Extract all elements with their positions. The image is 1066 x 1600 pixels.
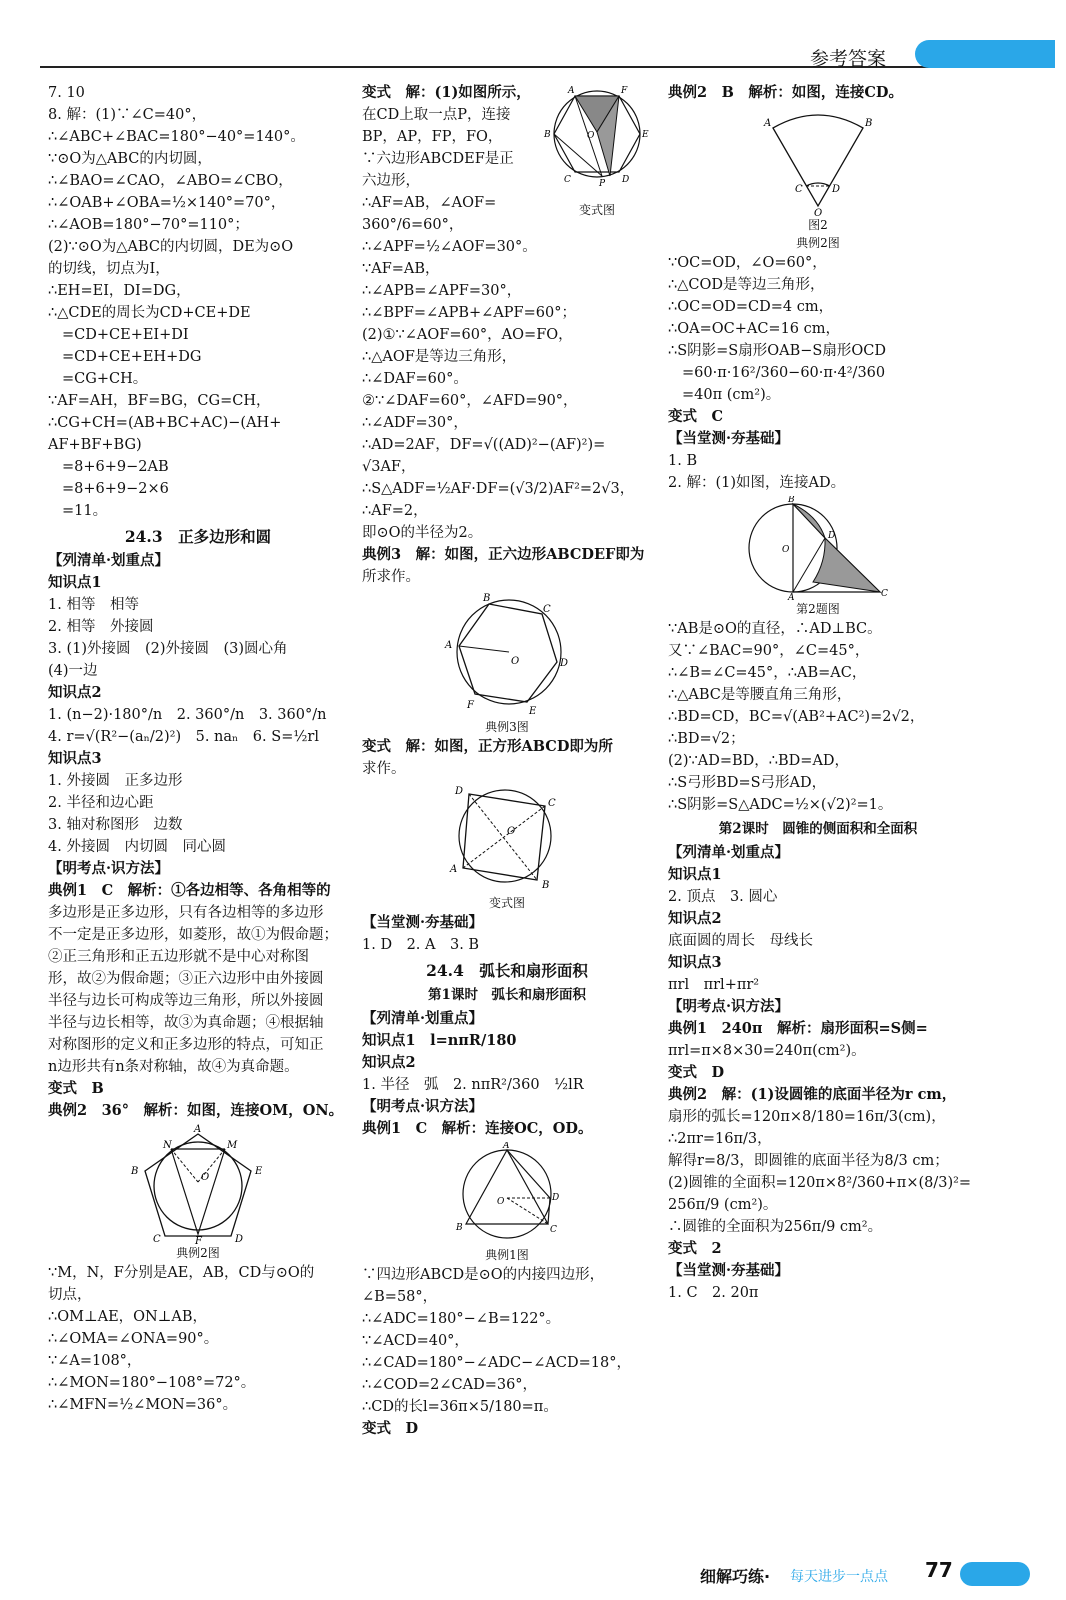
text-line: ∴∠BAO=∠CAO，∠ABO=∠CBO， — [48, 173, 293, 189]
text-line: 知识点3 — [668, 954, 722, 971]
text-line: ∴△COD是等边三角形， — [668, 277, 825, 293]
svg-text:O: O — [511, 656, 520, 667]
section-title-24-4: 24.4 弧长和扇形面积 — [426, 961, 588, 980]
text-line: ∵AF=AH，BF=BG，CG=CH， — [48, 393, 271, 409]
square-construction-figure — [447, 782, 567, 894]
text-line: ∴∠CAD=180°−∠ADC−∠ACD=18°， — [362, 1355, 631, 1371]
text-line: 2. 半径和边心距 — [48, 795, 154, 811]
text-line: ∴AF=2， — [362, 503, 428, 519]
text-line: ∴2πr=16π/3， — [668, 1131, 772, 1147]
figure-caption: 变式图 — [578, 203, 615, 217]
text-line: 1. 半径 弧 2. nπR²/360 ½lR — [362, 1077, 584, 1093]
text-line: ∴∠DAF=60°。 — [362, 371, 468, 387]
text-line: ∴△ABC是等腰直角三角形， — [668, 687, 852, 703]
text-line: 2. 相等 外接圆 — [48, 619, 154, 635]
col1-bottom-lines — [48, 1262, 348, 1416]
text-line: ∴BD=√2； — [668, 731, 745, 747]
text-line: ∴∠MFN=½∠MON=36°。 — [48, 1397, 238, 1413]
text-line: ∴△AOF是等边三角形， — [362, 349, 517, 365]
svg-text:C: C — [550, 1225, 557, 1235]
text-line: ∴∠OAB+∠OBA=½×140°=70°， — [48, 195, 286, 211]
text-line: 即⊙O的半径为2。 — [362, 525, 483, 541]
svg-text:C: C — [153, 1234, 161, 1244]
text-line: πrl=π×8×30=240π(cm²)。 — [668, 1043, 866, 1059]
svg-text:M: M — [227, 1140, 238, 1151]
text-line: 【当堂测·夯基础】 — [668, 1262, 790, 1279]
svg-text:E: E — [642, 130, 649, 140]
col2-mid-lines — [362, 736, 652, 780]
text-line: 变式 B — [48, 1080, 104, 1097]
text-line: √3AF， — [362, 459, 416, 475]
section-title-24-3: 24.3 正多边形和圆 — [124, 527, 272, 546]
text-line: n边形共有n条对称轴，故④为真命题。 — [48, 1059, 299, 1075]
text-line: =8+6+9−2AB — [62, 459, 169, 475]
page-footer — [0, 1540, 1066, 1600]
text-line: 对称图形的定义和正多边形的特点，可知正 — [48, 1037, 324, 1053]
text-line: 知识点1 — [48, 574, 102, 591]
svg-text:O: O — [814, 208, 823, 216]
text-line: 切点， — [48, 1287, 92, 1303]
text-line: ∵∠A=108°， — [48, 1353, 142, 1369]
text-line: 知识点1 — [668, 866, 722, 883]
text-line: 典例1 C 解析：连接OC，OD。 — [362, 1120, 593, 1137]
text-line: ∴AD=2AF，DF=√((AD)²−(AF)²)= — [362, 437, 606, 453]
text-line: 【列清单·划重点】 — [362, 1010, 484, 1027]
column-3 — [668, 82, 972, 1304]
text-line: 不一定是正多边形，如菱形，故①为假命题； — [48, 927, 338, 943]
text-line: 形，故②为假命题；③正六边形中由外接圆 — [48, 971, 324, 987]
svg-text:B: B — [483, 593, 491, 604]
figure-caption: 典例2图 — [176, 1246, 220, 1260]
text-line: ∴∠OMA=∠ONA=90°。 — [48, 1331, 219, 1347]
text-line: ∴∠APB=∠APF=30°， — [362, 283, 522, 299]
text-line: 知识点2 — [362, 1054, 416, 1071]
text-line: ∵四边形ABCD是⊙O的内接四边形， — [362, 1267, 605, 1283]
svg-text:B: B — [544, 130, 551, 140]
text-line: 7. 10 — [48, 85, 85, 101]
figure-caption: 第2题图 — [796, 602, 840, 616]
footer-brand: 细解巧练· — [700, 1567, 771, 1586]
text-line: ∴CD的长l=36π×5/180=π。 — [362, 1399, 558, 1415]
text-line: =CG+CH。 — [62, 371, 148, 387]
text-line: 底面圆的周长 母线长 — [668, 933, 813, 949]
figure-caption: 典例2图 — [796, 236, 840, 250]
text-line: 典例3 解：如图，正六边形ABCDEF即为 — [362, 546, 645, 563]
text-line: 3. (1)外接圆 (2)外接圆 (3)圆心角 — [48, 641, 288, 657]
text-line: =40π (cm²)。 — [682, 387, 781, 403]
text-line: ∴OM⊥AE，ON⊥AB， — [48, 1309, 207, 1325]
header-accent-tab — [915, 40, 1055, 68]
text-line: πrl πrl+πr² — [668, 977, 760, 993]
svg-text:P: P — [599, 179, 606, 189]
svg-text:A: A — [503, 1142, 510, 1151]
text-line: 2. 顶点 3. 圆心 — [668, 889, 778, 905]
text-line: AF+BF+BG) — [48, 437, 142, 453]
text-line: 【当堂测·夯基础】 — [668, 430, 790, 447]
col1-mid-lines — [48, 550, 348, 1122]
svg-text:B: B — [788, 496, 795, 505]
svg-text:A: A — [788, 593, 795, 600]
text-line: ∴AF=AB，∠AOF= — [362, 195, 497, 211]
text-line: 知识点2 — [668, 910, 722, 927]
col2-bottom-lines — [362, 1264, 652, 1440]
circle-right-triangle-figure — [748, 496, 888, 600]
text-line: 多边形是正多边形，只有各边相等的多边形 — [48, 905, 324, 921]
svg-text:E: E — [255, 1166, 263, 1177]
text-line: ∴∠AOB=180°−70°=110°； — [48, 217, 249, 233]
text-line: 【当堂测·夯基础】 — [362, 914, 484, 931]
svg-text:D: D — [455, 786, 464, 797]
text-line: 1. (n−2)·180°/n 2. 360°/n 3. 360°/n — [48, 707, 327, 723]
svg-text:C: C — [543, 604, 551, 615]
text-line: ∵M，N，F分别是AE，AB，CD与⊙O的 — [48, 1265, 315, 1281]
text-line: BP，AP，FP，FO， — [362, 129, 503, 145]
text-line: ∠B=58°， — [362, 1289, 438, 1305]
text-line: (2)①∵∠AOF=60°，AO=FO， — [362, 327, 573, 343]
text-line: ∴CG+CH=(AB+BC+AC)−(AH+ — [48, 415, 282, 431]
text-line: =CD+CE+EH+DG — [62, 349, 202, 365]
text-line: ∴∠APF=½∠AOF=30°。 — [362, 239, 537, 255]
svg-text:B: B — [865, 118, 873, 129]
text-line: (2)∵AD=BD，∴BD=AD， — [668, 753, 850, 769]
text-line: 变式 D — [668, 1064, 725, 1081]
svg-text:A: A — [568, 86, 575, 96]
text-line: 典例2 解：(1)设圆锥的底面半径为r cm， — [668, 1086, 957, 1103]
text-line: ∴S阴影=S扇形OAB−S扇形OCD — [668, 343, 886, 359]
text-line: =8+6+9−2×6 — [62, 481, 169, 497]
col3-lower-lines — [668, 618, 968, 816]
text-line: 变式 2 — [668, 1240, 722, 1257]
svg-text:F: F — [467, 700, 474, 711]
text-line: 又∵∠BAC=90°，∠C=45°， — [668, 643, 870, 659]
svg-text:D: D — [235, 1234, 244, 1244]
svg-text:F: F — [195, 1236, 202, 1244]
subsection-title: 第1课时 弧长和扇形面积 — [428, 987, 586, 1003]
text-line: 半径与边长相等，故③为真命题；④根据轴 — [48, 1015, 324, 1031]
col1-top-lines — [48, 82, 348, 522]
svg-text:C: C — [548, 798, 556, 809]
svg-text:A: A — [764, 118, 772, 129]
text-line: 变式 解：(1)如图所示， — [362, 84, 531, 101]
text-line: 256π/9 (cm²)。 — [668, 1197, 778, 1213]
text-line: ∴△CDE的周长为CD+CE+DE — [48, 305, 251, 321]
svg-text:F: F — [621, 86, 628, 96]
svg-text:N: N — [163, 1140, 172, 1151]
text-line: ∴EH=EI，DI=DG， — [48, 283, 191, 299]
text-line: ∵⊙O为△ABC的内切圆， — [48, 151, 212, 167]
svg-text:B: B — [131, 1166, 139, 1177]
svg-text:A: A — [194, 1124, 202, 1135]
col2-lower-lines — [362, 1008, 652, 1140]
text-line: 4. 外接圆 内切圆 同心圆 — [48, 839, 226, 855]
svg-text:O: O — [497, 1197, 505, 1207]
text-line: 【明考点·识方法】 — [362, 1098, 484, 1115]
svg-text:O: O — [782, 545, 790, 555]
text-line: 典例2 B 解析：如图，连接CD。 — [668, 84, 903, 101]
text-line: 知识点3 — [48, 750, 102, 767]
text-line: 【列清单·划重点】 — [48, 552, 170, 569]
text-line: 8. 解：(1)∵∠C=40°， — [48, 107, 207, 123]
svg-text:E: E — [529, 706, 537, 717]
text-line: ∵∠ACD=40°， — [362, 1333, 469, 1349]
text-line: 在CD上取一点P，连接 — [362, 107, 511, 123]
sector-annulus-figure — [758, 106, 878, 216]
svg-text:D: D — [552, 1193, 560, 1203]
text-line: ∴∠COD=2∠CAD=36°， — [362, 1377, 538, 1393]
column-1 — [48, 82, 348, 1416]
text-line: 变式 C — [668, 408, 724, 425]
text-line: =60·π·16²/360−60·π·4²/360 — [682, 365, 886, 381]
text-line: =11。 — [62, 503, 108, 519]
svg-text:D: D — [832, 184, 841, 195]
text-line: 扇形的弧长=120π×8/180=16π/3(cm)， — [668, 1109, 946, 1125]
text-line: ∴∠MON=180°−108°=72°。 — [48, 1375, 256, 1391]
svg-text:O: O — [201, 1172, 210, 1183]
hexagon-construction-figure — [437, 590, 577, 718]
svg-text:D: D — [828, 531, 836, 541]
text-line: ∵AF=AB， — [362, 261, 440, 277]
text-line: 解得r=8/3，即圆锥的底面半径为8/3 cm； — [668, 1153, 949, 1169]
text-line: 4. r=√(R²−(aₙ/2)²) 5. naₙ 6. S=½rl — [48, 729, 319, 745]
text-line: ②∵∠DAF=60°，∠AFD=90°， — [362, 393, 578, 409]
text-line: 所求作。 — [362, 569, 420, 585]
text-line: 知识点1 l=nπR/180 — [362, 1032, 517, 1049]
svg-text:D: D — [622, 175, 630, 185]
figure-caption: 典例1图 — [485, 1248, 529, 1262]
pentagon-figure — [123, 1124, 273, 1244]
col3-top-lines — [668, 82, 968, 104]
text-line: 【明考点·识方法】 — [668, 998, 790, 1015]
text-line: ∴BD=CD，BC=√(AB²+AC²)=2√2， — [668, 709, 925, 725]
col3-mid-lines — [668, 252, 968, 494]
svg-text:B: B — [456, 1223, 463, 1233]
figure-label: 图2 — [808, 218, 828, 232]
footer-accent — [960, 1562, 1030, 1586]
svg-text:O: O — [587, 131, 595, 141]
text-line: ∴S弓形BD=S弓形AD， — [668, 775, 827, 791]
subsection-title: 第2课时 圆锥的侧面积和全面积 — [718, 821, 918, 837]
page-header — [0, 0, 1066, 80]
header-label: 参考答案 — [809, 48, 886, 70]
text-line: 【列清单·划重点】 — [668, 844, 790, 861]
col3-bottom-lines — [668, 842, 972, 1304]
text-line: 变式 D — [362, 1420, 419, 1437]
text-line: ∴S阴影=S△ADC=½×(√2)²=1。 — [668, 797, 893, 813]
hexagon-variant-figure — [542, 82, 652, 219]
text-line: ∵AB是⊙O的直径，∴AD⊥BC。 — [668, 621, 882, 637]
svg-text:O: O — [507, 826, 516, 837]
text-line: ∵OC=OD，∠O=60°， — [668, 255, 827, 271]
text-line: 【明考点·识方法】 — [48, 860, 170, 877]
text-line: 典例2 36° 解析：如图，连接OM，ON。 — [48, 1102, 344, 1119]
text-line: 1. D 2. A 3. B — [362, 937, 480, 953]
svg-text:C: C — [795, 184, 803, 195]
text-line: 360°/6=60°， — [362, 217, 464, 233]
text-line: ∴∠B=∠C=45°，∴AB=AC， — [668, 665, 867, 681]
column-2 — [362, 82, 652, 1440]
svg-text:C: C — [564, 175, 571, 185]
figure-caption: 典例3图 — [485, 720, 529, 734]
text-line: 1. C 2. 20π — [668, 1285, 759, 1301]
svg-text:D: D — [560, 658, 569, 669]
text-line: 变式 解：如图，正方形ABCD即为所 — [362, 738, 613, 755]
text-line: 典例1 240π 解析：扇形面积=S侧= — [668, 1020, 928, 1037]
text-line: =CD+CE+EI+DI — [62, 327, 189, 343]
text-line: ∴∠ADC=180°−∠B=122°。 — [362, 1311, 561, 1327]
text-line: ∴∠BPF=∠APB+∠APF=60°； — [362, 305, 576, 321]
footer-slogan: 每天进步一点点 — [790, 1569, 888, 1585]
text-line: 3. 轴对称图形 边数 — [48, 817, 183, 833]
text-line: 1. B — [668, 453, 698, 469]
text-line: (2)圆锥的全面积=120π×8²/360+π×(8/3)²= — [668, 1175, 972, 1191]
text-line: 1. 相等 相等 — [48, 597, 139, 613]
page-number: 77 — [925, 1558, 953, 1582]
text-line: 的切线，切点为I， — [48, 261, 170, 277]
text-line: 典例1 C 解析：①各边相等、各角相等的 — [48, 882, 331, 899]
text-line: ∴OC=OD=CD=4 cm， — [668, 299, 834, 315]
text-line: (4)一边 — [48, 663, 98, 679]
text-line: 知识点2 — [48, 684, 102, 701]
text-line: ∵六边形ABCDEF是正 — [362, 151, 514, 167]
text-line: ②正三角形和正五边形就不是中心对称图 — [48, 949, 309, 965]
header-rule — [40, 66, 1040, 68]
text-line: 1. 外接圆 正多边形 — [48, 773, 183, 789]
svg-text:A: A — [445, 640, 453, 651]
text-line: ∴圆锥的全面积为256π/9 cm²。 — [668, 1219, 883, 1235]
svg-text:A: A — [450, 864, 458, 875]
text-line: 求作。 — [362, 761, 406, 777]
text-line: 半径与边长可构成等边三角形，所以外接圆 — [48, 993, 324, 1009]
col2-after-lines — [362, 912, 652, 956]
text-line: ∴∠ABC+∠BAC=180°−40°=140°。 — [48, 129, 305, 145]
svg-text:B: B — [542, 880, 550, 891]
text-line: ∴OA=OC+AC=16 cm， — [668, 321, 841, 337]
figure-caption: 变式图 — [488, 896, 525, 910]
inscribed-quadrilateral-figure — [452, 1142, 562, 1246]
svg-text:C: C — [881, 589, 888, 599]
text-line: ∴∠ADF=30°， — [362, 415, 468, 431]
text-line: 2. 解：(1)如图，连接AD。 — [668, 475, 846, 491]
text-line: ∴S△ADF=½AF·DF=(√3/2)AF²=2√3， — [362, 481, 635, 497]
text-line: (2)∵⊙O为△ABC的内切圆，DE为⊙O — [48, 239, 294, 255]
text-line: 六边形， — [362, 173, 420, 189]
